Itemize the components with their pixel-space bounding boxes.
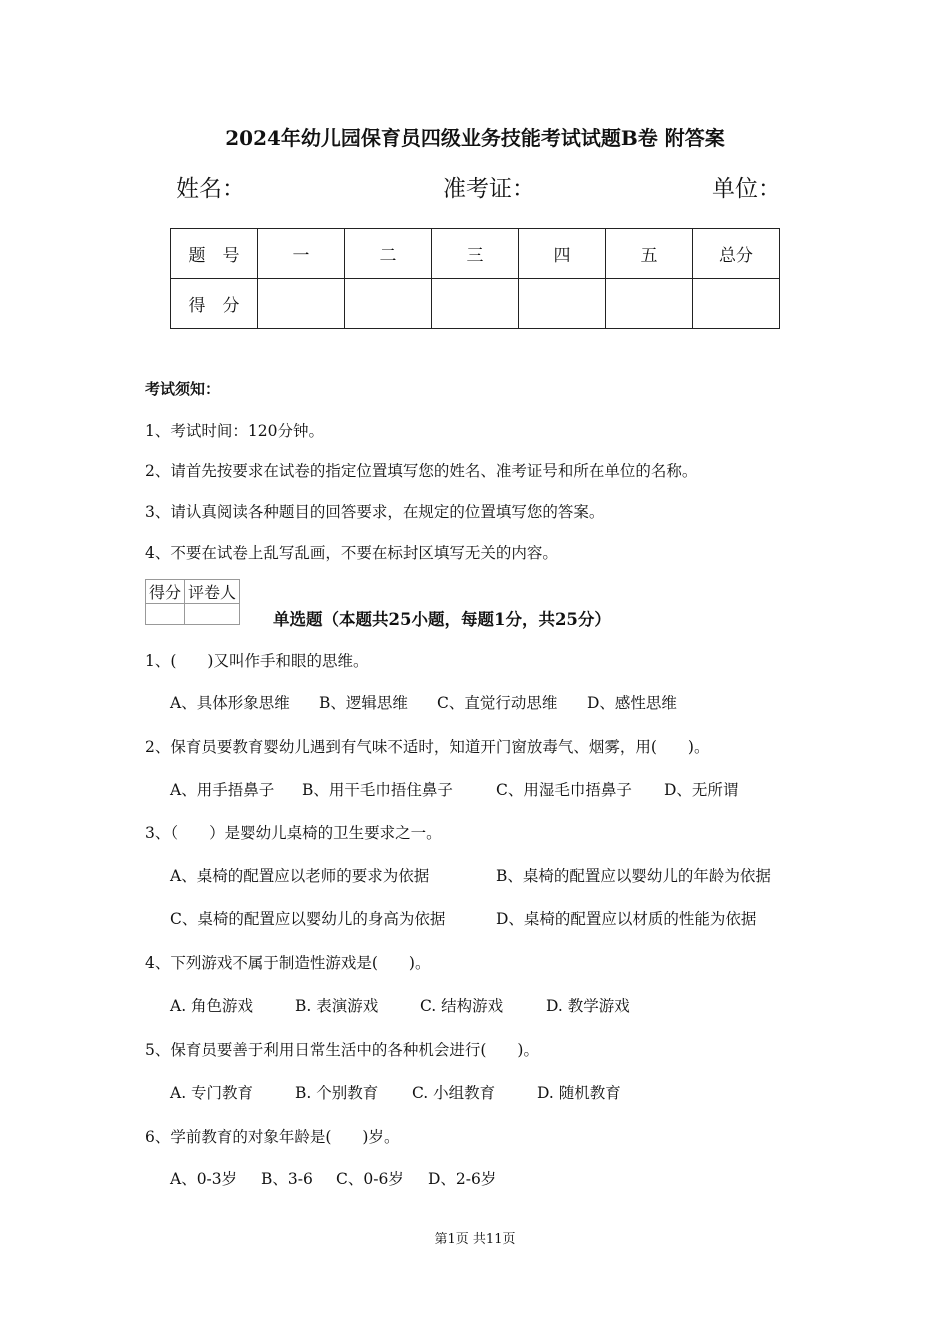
question-option: A、用手捂鼻子 [170, 781, 275, 799]
question-stem: 4、下列游戏不属于制造性游戏是( )。 [145, 954, 431, 972]
grader-name-cell[interactable] [185, 604, 240, 625]
score-table-header-cell: 总分 [693, 229, 780, 279]
score-table-header-cell: 一 [258, 229, 345, 279]
question-option: C. 结构游戏 [420, 997, 504, 1015]
question-option: D、桌椅的配置应以材质的性能为依据 [496, 910, 757, 928]
question-option: D. 教学游戏 [546, 997, 630, 1015]
score-cell[interactable] [258, 279, 345, 329]
score-table [170, 228, 780, 329]
question-option: B. 个别教育 [295, 1084, 379, 1102]
page-footer: 第1页 共11页 [434, 1232, 516, 1247]
score-table-header-cell: 四 [519, 229, 606, 279]
score-cell[interactable] [519, 279, 606, 329]
notice-item: 1、考试时间：120分钟。 [145, 422, 324, 440]
question-option: B、3-6 [261, 1170, 313, 1188]
score-cell[interactable] [606, 279, 693, 329]
notice-item: 3、请认真阅读各种题目的回答要求，在规定的位置填写您的答案。 [145, 503, 605, 521]
question-stem: 2、保育员要教育婴幼儿遇到有气味不适时，知道开门窗放毒气、烟雾，用( )。 [145, 738, 710, 756]
question-option: B. 表演游戏 [295, 997, 379, 1015]
question-option: D. 随机教育 [537, 1084, 621, 1102]
question-option: C、0-6岁 [336, 1170, 404, 1188]
question-option: D、2-6岁 [428, 1170, 497, 1188]
question-stem: 6、学前教育的对象年龄是( )岁。 [145, 1128, 400, 1146]
question-option: A. 专门教育 [170, 1084, 254, 1102]
question-option: D、无所谓 [664, 781, 739, 799]
question-stem: 3、（ ）是婴幼儿桌椅的卫生要求之一。 [145, 824, 442, 842]
question-option: B、用干毛巾捂住鼻子 [302, 781, 453, 799]
question-option: C. 小组教育 [412, 1084, 496, 1102]
question-option: C、桌椅的配置应以婴幼儿的身高为依据 [170, 910, 446, 928]
question-option: A. 角色游戏 [170, 997, 254, 1015]
score-table-header-cell: 二 [345, 229, 432, 279]
name-field-label: 姓名： [176, 176, 245, 202]
score-row-label: 得 分 [171, 279, 258, 329]
question-option: C、直觉行动思维 [437, 694, 558, 712]
notice-heading: 考试须知： [145, 380, 221, 398]
unit-field-label: 单位： [712, 176, 781, 202]
section-title: 单选题（本题共25小题，每题1分，共25分） [273, 610, 611, 629]
question-option: A、具体形象思维 [170, 694, 290, 712]
exam-id-field-label: 准考证： [443, 176, 535, 202]
score-cell[interactable] [345, 279, 432, 329]
question-option: B、逻辑思维 [319, 694, 408, 712]
grader-box [145, 579, 240, 625]
score-table-header-cell: 题 号 [171, 229, 258, 279]
question-stem: 5、保育员要善于利用日常生活中的各种机会进行( )。 [145, 1041, 539, 1059]
document-title: 2024年幼儿园保育员四级业务技能考试试题B卷 附答案 [225, 126, 725, 150]
question-option: A、桌椅的配置应以老师的要求为依据 [170, 867, 430, 885]
question-option: A、0-3岁 [170, 1170, 238, 1188]
question-option: D、感性思维 [587, 694, 677, 712]
grader-score-cell[interactable] [146, 604, 185, 625]
notice-item: 4、不要在试卷上乱写乱画，不要在标封区填写无关的内容。 [145, 544, 558, 562]
score-cell[interactable] [693, 279, 780, 329]
question-stem: 1、( )又叫作手和眼的思维。 [145, 652, 369, 670]
score-table-header-cell: 三 [432, 229, 519, 279]
question-option: C、用湿毛巾捂鼻子 [496, 781, 632, 799]
notice-item: 2、请首先按要求在试卷的指定位置填写您的姓名、准考证号和所在单位的名称。 [145, 462, 698, 480]
score-cell[interactable] [432, 279, 519, 329]
score-table-score-row [171, 279, 780, 329]
grader-score-label: 得分 [146, 580, 185, 604]
question-option: B、桌椅的配置应以婴幼儿的年龄为依据 [496, 867, 771, 885]
score-table-header-row [171, 229, 780, 279]
grader-name-label: 评卷人 [185, 580, 240, 604]
score-table-header-cell: 五 [606, 229, 693, 279]
